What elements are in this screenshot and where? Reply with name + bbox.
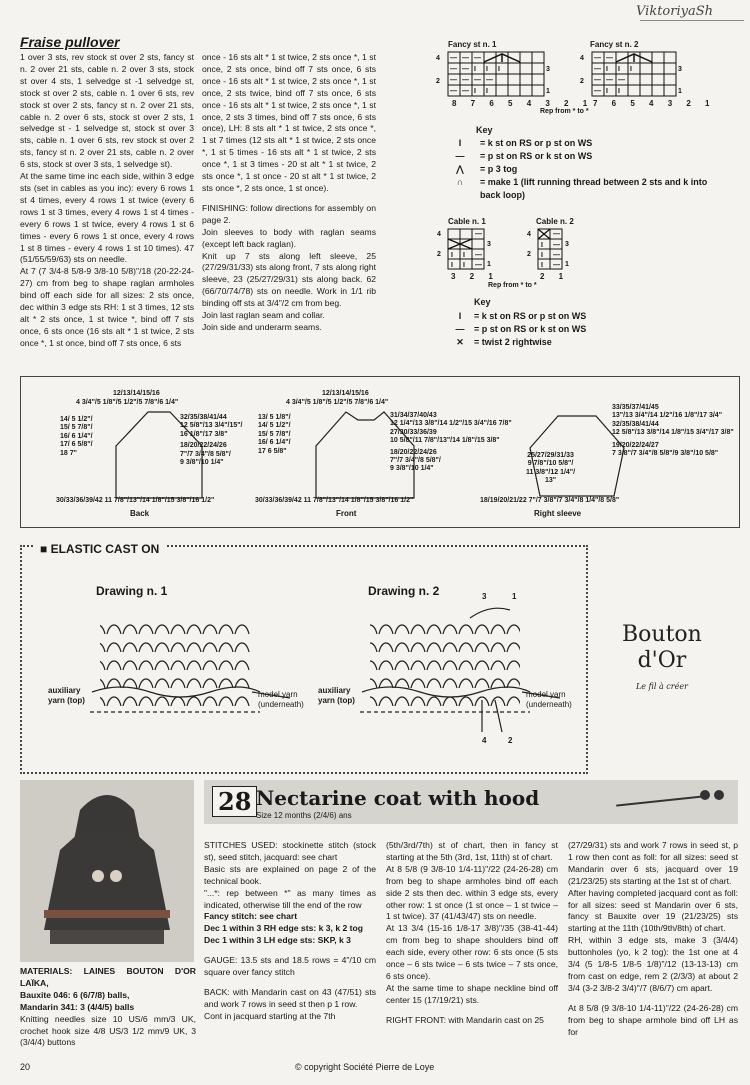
svg-text:—: — <box>450 88 457 95</box>
front-bottom: 30/33/36/39/42 11 7/8"/13"/14 1/8"/15 3/8"/16 1/2" <box>255 497 414 504</box>
elastic-title: ■ ELASTIC CAST ON <box>34 542 165 556</box>
key1-title: Key <box>476 125 493 135</box>
elastic-drawings <box>90 600 560 750</box>
sleeve-right: 33/35/37/41/45 13"/13 3/4"/14 1/2"/16 1/8"/17 3/4" 32/35/38/41/44 12 5/8"/13 3/8"/14 1/8"/15 3/4"/17 3/8" 19/20/22/24/27 7 3/8"/7 3/4"/8 5/8"/9 3/8"/10 5/8" <box>612 404 734 458</box>
paragraph: FINISHING: follow directions for assembly on page 2. <box>202 202 376 225</box>
paragraph: At 7 (7 3/4-8 5/8-9 3/8-10 5/8)"/18 (20-22-24-27) cm from beg to shape raglan armholes bind off each side for all sizes: 2 sts once, dec within 3 edge sts RH: 1 st 3 times, 12 sts alt * 2 sts once, 1 st twice *, bind off 7 sts once, 6 sts once (16 sts alt * 1 st twice, 2 sts once *, 1 st once, bind off 7 sts once, 6 sts <box>20 266 194 348</box>
svg-text:I: I <box>486 88 488 95</box>
front-label: Front <box>336 509 357 518</box>
pattern-number: 28 <box>212 786 257 817</box>
svg-text:—: — <box>462 55 469 62</box>
svg-text:1: 1 <box>487 261 491 268</box>
svg-text:1: 1 <box>565 261 569 268</box>
rep-label-1: Rep from * to * <box>540 108 589 115</box>
page-number: 20 <box>20 1062 31 1072</box>
svg-text:—: — <box>474 55 481 62</box>
cable1-chart <box>434 227 504 277</box>
cable1-cols: 3 2 1 <box>451 272 499 281</box>
fancy1-cols: 8 7 6 5 4 3 2 1 <box>452 99 594 108</box>
nectarine-column-2: (5th/3rd/7th) st of chart, then in fancy st starting at the 5th (3rd, 1st, 11th) st of chart. At 8 5/8 (9 3/8-10 1/4-11)"/22 (24-26-28) cm from beg to shape armholes bind off each side 2 sts then dec. within 3 edge sts, every other row: 1 st once (1 st once – 1 st twice – 1 st twice). 37 (41/43/47) sts on needle. At 13 3/4 (15-16 1/8-17 3/8)"/35 (38-41-44) cm from beg to shape shoulders bind off each side, every other row: 6 sts once (5 sts once – 6 sts twice – 6 sts twice – 7 sts once, 6 sts once). At the same time to shape neckline bind off center 15 (17/19/21) sts. RIGHT FRONT: with Mandarin cast on 25 <box>386 840 558 1025</box>
svg-text:4: 4 <box>436 55 440 62</box>
fraise-column-2 <box>202 52 376 334</box>
svg-text:3: 3 <box>487 241 491 248</box>
nectarine-column-3: (27/29/31) sts and work 7 rows in seed st, p 1 row then cont as foll: for all sizes: seed st Mandarin over 6 sts, jacquard over 19 (21/23/25) sts starting at the 1st st of chart. After having completed jacquard cont as foll: for all sizes: seed st Mandarin over 6 sts, fancy st Bauxite over 19 (21/23/25) sts starting at the 11th (10th/9th/8th) of chart. RH, within 3 edge sts, make 3 (3/4/4) buttonholes (yo, k 2 tog): the 1st one at 4 3/4 (5 1/8-5 1/8-5 1/8)"/12 (13-13-13) cm from cast on edge, rem 2 (2/3/3) at about 2 3/4 (3-2 3/8-2 3/4)"/7 (8/6/7) cm apart. At 8 5/8 (9 3/8-10 1/4-11)"/22 (24-26-28) cm from beg to shape armhole bind off LH as for <box>568 840 738 1037</box>
key-item: — = p st on RS or k st on WS <box>455 324 587 334</box>
back-top: 12/13/14/15/16 <box>113 390 160 397</box>
svg-text:I: I <box>474 88 476 95</box>
sleeve-label: Right sleeve <box>534 509 582 518</box>
svg-text:—: — <box>553 242 560 249</box>
key-item: ✕ = twist 2 rightwise <box>456 337 552 347</box>
num-2: 2 <box>508 736 513 745</box>
aux-label-2: auxiliary yarn (top) <box>318 686 355 705</box>
fancy1-title: Fancy st n. 1 <box>448 40 497 49</box>
back-label: Back <box>130 509 150 518</box>
signature: ViktoriyaSh <box>636 4 713 19</box>
cable2-cols: 2 1 <box>540 272 570 281</box>
pattern-title: Fraise pullover <box>20 34 120 50</box>
svg-text:4: 4 <box>437 231 441 238</box>
svg-text:—: — <box>462 66 469 73</box>
svg-text:—: — <box>462 77 469 84</box>
needle-knob-icon <box>714 790 724 800</box>
model-label-2: model yarn (underneath) <box>526 690 572 709</box>
fancy2-cols: 7 6 5 4 3 2 1 <box>593 99 716 108</box>
svg-text:I: I <box>451 262 453 269</box>
svg-text:—: — <box>553 262 560 269</box>
svg-text:—: — <box>618 77 625 84</box>
paragraph: Knit up 7 sts along left sleeve, 25 (27/29/31/33) sts along front, 7 sts along right sleeve, 23 (25/27/29/31) sts along back. 62 (66/70/74/78) sts on needle. Work in 1/1 rib binding off sts at 3/4"/2 cm from beg. <box>202 250 376 309</box>
key-item: ⋀ = p 3 tog <box>456 164 518 174</box>
brand-logo: Bouton d'Or Le fil à créer <box>622 622 702 691</box>
svg-text:I: I <box>606 88 608 95</box>
svg-text:3: 3 <box>565 241 569 248</box>
svg-text:2: 2 <box>437 251 441 258</box>
back-top-in: 4 3/4"/5 1/8"/5 1/2"/5 7/8"/6 1/4" <box>76 399 179 406</box>
svg-text:I: I <box>541 242 543 249</box>
svg-text:—: — <box>475 231 482 238</box>
fraise-column-1 <box>20 52 194 350</box>
svg-text:I: I <box>618 66 620 73</box>
nectarine-column-1: STITCHES USED: stockinette stitch (stock st), seed stitch, jacquard: see chart Basic sts are explained on page 2 of the technical book. "...*: rep between *" as many times as indicated, otherwise till the end of the row Fancy stitch: see chart Dec 1 within 3 RH edge sts: k 3, k 2 tog Dec 1 within 3 LH edge sts: SKP, k 3 GAUGE: 13.5 sts and 18.5 rows = 4"/10 cm square over fancy stitch BACK: with Mandarin cast on 43 (47/51) sts and work 7 rows in seed st then p 1 row. Cont in jacquard starting at the 7th <box>204 840 376 1021</box>
svg-text:—: — <box>594 88 601 95</box>
materials: MATERIALS: LAINES BOUTON D'OR LAÏKA, Bauxite 046: 6 (6/7/8) balls, Mandarin 341: 3 (4/4/5) balls Knitting needles size 10 US/6 mm/3 UK, crochet hook size 4/8 US/3 1/2 mm/9 UK, 3 (3/4/4) buttons <box>20 966 196 1048</box>
svg-text:1: 1 <box>546 88 550 95</box>
coat-photo-illustration <box>20 780 194 962</box>
svg-text:2: 2 <box>527 251 531 258</box>
svg-text:—: — <box>594 77 601 84</box>
svg-text:I: I <box>606 66 608 73</box>
svg-text:—: — <box>606 77 613 84</box>
svg-text:—: — <box>594 55 601 62</box>
key2-list <box>446 310 706 349</box>
svg-text:I: I <box>463 262 465 269</box>
copyright: © copyright Société Pierre de Loye <box>295 1062 435 1072</box>
num-1: 1 <box>512 592 517 601</box>
drawing2-label: Drawing n. 2 <box>368 584 440 598</box>
svg-text:—: — <box>475 262 482 269</box>
key-item: ∩ = make 1 (lift running thread between 2 sts and k into back loop) <box>456 177 708 200</box>
front-left: 13/ 5 1/8"/ 14/ 5 1/2"/ 15/ 5 7/8"/ 16/ 6 1/4"/ 17 6 5/8" <box>258 414 291 455</box>
rep-label-2: Rep from * to * <box>488 282 537 289</box>
paragraph: At the same time inc each side, within 3 edge sts (set in cables as you inc): every 6 rows 1 st 4 times, every 4 rows 1 st twice (every 6 rows 1 st 3 times, every 4 rows 1 st 4 times - every 6 rows 1 st twice, every 4 rows 1 st 6 times - every 6 rows 1 st once, every 4 rows 1 st 8 times - every 4 rows 1 st 10 times). 47 (51/55/59/63) sts on needle. <box>20 171 194 265</box>
svg-text:—: — <box>474 77 481 84</box>
paragraph: Join sleeves to body with raglan seams (except left back raglan). <box>202 226 376 249</box>
coat-photo <box>20 780 194 962</box>
key-item: I = k st on RS or p st on WS <box>458 138 593 148</box>
key-item: I = k st on RS or p st on WS <box>458 311 587 321</box>
svg-text:3: 3 <box>678 66 682 73</box>
paragraph: Join last raglan seam and collar. <box>202 310 325 321</box>
svg-text:I: I <box>541 262 543 269</box>
svg-text:4: 4 <box>527 231 531 238</box>
svg-text:I: I <box>451 252 453 259</box>
svg-text:—: — <box>606 55 613 62</box>
svg-text:2: 2 <box>580 78 584 85</box>
svg-text:I: I <box>486 66 488 73</box>
back-bottom: 30/33/36/39/42 11 7/8"/13"/14 1/8"/15 3/8"/16 1/2" <box>56 497 215 504</box>
svg-text:I: I <box>541 252 543 259</box>
aux-label-1: auxiliary yarn (top) <box>48 686 85 705</box>
sleeve-mid: 25/27/29/31/33 9 7/8"/10 5/8"/ 11 3/8"/12 1/4"/ 13" <box>526 452 576 485</box>
front-top-in: 4 3/4"/5 1/8"/5 1/2"/5 7/8"/6 1/4" <box>286 399 389 406</box>
back-left: 14/ 5 1/2"/ 15/ 5 7/8"/ 16/ 6 1/4"/ 17/ 6 5/8"/ 18 7" <box>60 416 93 457</box>
size-line: Size 12 months (2/4/6) ans <box>256 811 352 820</box>
cable1-title: Cable n. 1 <box>448 217 486 226</box>
paragraph: 1 over 3 sts, rev stock st over 2 sts, fancy st n. 2 over 21 sts, cable n. 2 over 3 sts, stock st over 4 sts, 1 selvedge st -1 selvedge st, stock st over 2 sts, cable n. 1 over 6 sts, rev stock st over 2 sts, fancy st n. 2 over 21 sts, cable n. 2 over 6 sts, stock st over 2 sts, 1 selvedge st - 1 selvedge st, stock st over 3 sts, cable n. 1 over 6 sts, rev stock st over 2 sts, fancy st n. 2 over 21 sts, cable n. 2 over 6 sts, stock st over 3 sts, 1 selvedge st). <box>20 52 194 170</box>
svg-text:—: — <box>462 88 469 95</box>
paragraph: once - 16 sts alt * 1 st twice, 2 sts once *, 1 st once, 2 sts once, bind off 7 sts once, 6 sts once - 16 sts alt * 1 st twice, 2 sts once *, 1 st once, 2 sts twice, bind off 7 sts once, 6 sts once - 16 sts alt * 1 st twice, 2 sts once *, 1 st once, 2 sts 3 times, bind off 7 sts once, 6 sts once), LH: 8 sts alt * 1 st twice, 2 sts once *, 1 st 7 times (12 sts alt * 1 st twice, 2 sts once *, 1 st 5 times - 16 sts alt * 1 st twice, 2 sts once *, 1 st 3 times - 20 st alt * 1 st twice, 2 sts once *, 1 st once - 20 st alt * 1 st twice, 2 sts once *, 2 sts once, 1 st once). <box>202 52 376 193</box>
model-label-1: model yarn (underneath) <box>258 690 304 709</box>
front-right: 31/34/37/40/43 12 1/4"/13 3/8"/14 1/2"/15 3/4"/16 7/8" 27/30/33/36/39 10 5/8"/11 7/8"/13"/14 1/8"/15 3/8" 18/20/22/24/26 7"/7 3/4"/8 5/8"/ 9 3/8"/10 1/4" <box>390 412 512 473</box>
key-item: — = p st on RS or k st on WS <box>455 151 593 161</box>
sleeve-bottom: 18/19/20/21/22 7"/7 3/8"/7 3/4"/8 1/4"/8 5/8" <box>480 497 620 504</box>
cable2-title: Cable n. 2 <box>536 217 574 226</box>
svg-text:—: — <box>594 66 601 73</box>
key2-title: Key <box>474 297 491 307</box>
svg-text:I: I <box>474 66 476 73</box>
key1-list <box>440 137 740 202</box>
svg-text:—: — <box>553 252 560 259</box>
fancy2-title: Fancy st n. 2 <box>590 40 639 49</box>
num-3: 3 <box>482 592 487 601</box>
paragraph: Join side and underarm seams. <box>202 321 322 332</box>
drawing1-label: Drawing n. 1 <box>96 584 168 598</box>
svg-text:3: 3 <box>546 66 550 73</box>
svg-text:2: 2 <box>436 78 440 85</box>
svg-text:—: — <box>450 77 457 84</box>
needle-knob-icon <box>700 790 710 800</box>
cable2-chart <box>524 227 584 277</box>
svg-text:—: — <box>450 66 457 73</box>
nectarine-title: Nectarine coat with hood <box>256 786 540 810</box>
svg-text:I: I <box>630 66 632 73</box>
svg-text:1: 1 <box>678 88 682 95</box>
svg-text:4: 4 <box>580 55 584 62</box>
svg-text:—: — <box>553 231 560 238</box>
front-top: 12/13/14/15/16 <box>322 390 369 397</box>
svg-text:—: — <box>486 77 493 84</box>
svg-text:I: I <box>618 88 620 95</box>
svg-text:I: I <box>463 252 465 259</box>
back-right: 32/35/38/41/44 12 5/8"/13 3/4"/15"/ 16 1/8"/17 3/8" 18/20/22/24/26 7"/7 3/4"/8 5/8"/ 9 3/8"/10 1/4" <box>180 414 243 467</box>
num-4: 4 <box>482 736 487 745</box>
svg-text:—: — <box>450 55 457 62</box>
signature-rule <box>640 20 744 21</box>
svg-text:—: — <box>475 252 482 259</box>
svg-text:I: I <box>498 66 500 73</box>
